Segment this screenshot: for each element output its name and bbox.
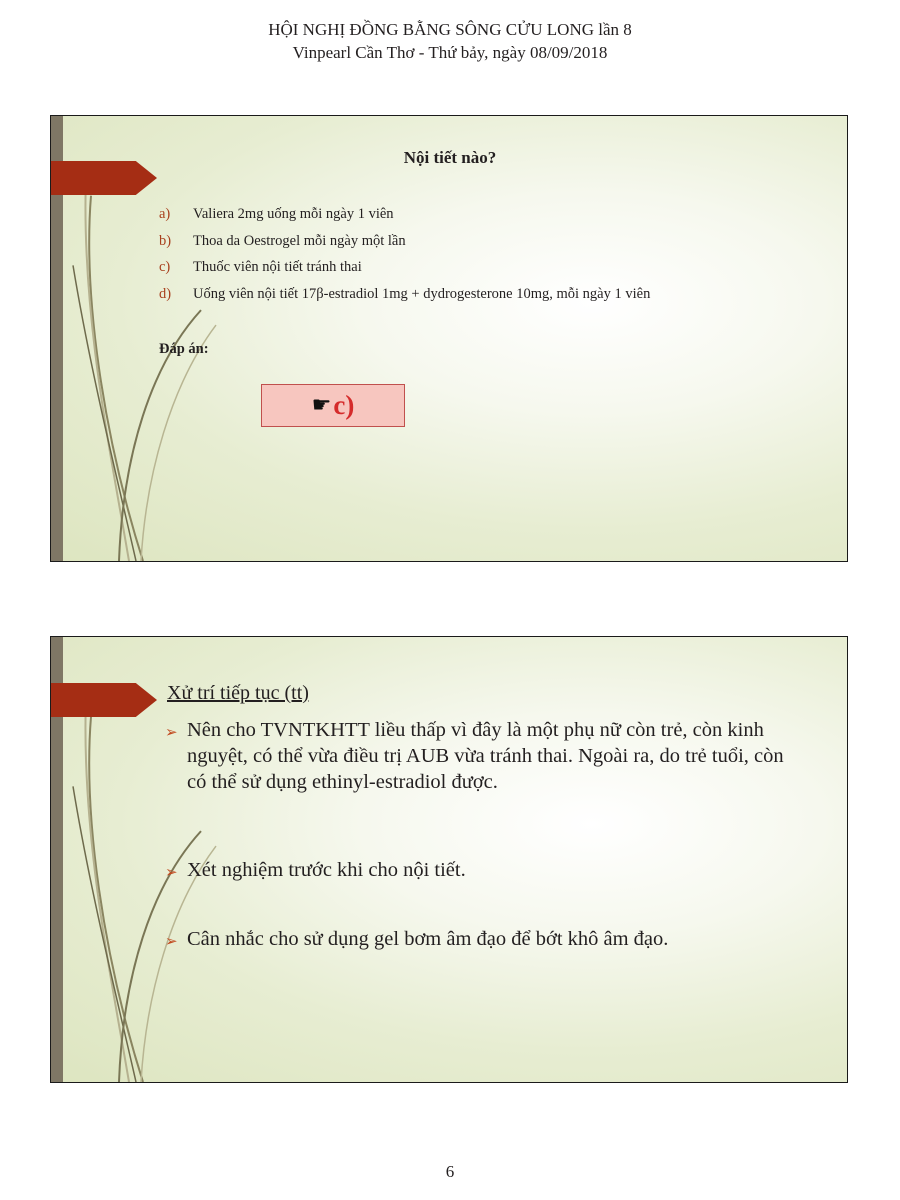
arrow-bullet-icon: ➢ (165, 723, 178, 741)
answer-label: Đáp án: (159, 341, 209, 357)
option-text: Valiera 2mg uống mỗi ngày 1 viên (193, 206, 394, 222)
bullet-item (165, 857, 785, 885)
option-letter: b) (159, 232, 172, 249)
option-text: Uống viên nội tiết 17β-estradiol 1mg + dydrogesterone 10mg, mỗi ngày 1 viên (193, 285, 651, 302)
bullet-text: Xét nghiệm trước khi cho nội tiết. (187, 859, 466, 881)
pointing-hand-icon: ☛ (311, 393, 332, 418)
bullet-item (165, 717, 785, 795)
answer-options-list (159, 206, 799, 312)
option-text: Thuốc viên nội tiết tránh thai (193, 259, 362, 275)
option-letter: d) (159, 285, 172, 302)
page-number: 6 (445, 1162, 455, 1181)
answer-box (261, 384, 405, 427)
option-item (159, 233, 799, 260)
slide-title-tag (51, 683, 157, 717)
slide-1 (50, 115, 848, 562)
option-text: Thoa da Oestrogel mỗi ngày một lần (193, 232, 406, 249)
slide-2 (50, 636, 848, 1083)
slide-title: Nội tiết nào? (403, 148, 497, 167)
bullet-item (165, 926, 785, 954)
option-item (159, 286, 799, 313)
arrow-bullet-icon: ➢ (165, 863, 178, 881)
option-item (159, 206, 799, 233)
option-item (159, 259, 799, 286)
arrow-bullet-icon: ➢ (165, 932, 178, 950)
header-line-1: HỘI NGHỊ ĐỒNG BẰNG SÔNG CỬU LONG lần 8 (268, 20, 632, 39)
option-letter: a) (159, 206, 171, 222)
option-letter: c) (159, 259, 171, 275)
header-line-2: Vinpearl Cần Thơ - Thứ bảy, ngày 08/09/2018 (292, 43, 608, 62)
slide-title: Xử trí tiếp tục (tt) (167, 682, 309, 704)
bullet-text: Cân nhắc cho sử dụng gel bơm âm đạo để bớt khô âm đạo. (187, 928, 669, 950)
page-header (0, 18, 900, 64)
answer-value: c) (333, 390, 355, 420)
bullet-text: Nên cho TVNTKHTT liều thấp vì đây là một phụ nữ còn trẻ, còn kinh nguyệt, có thể vừa điều trị AUB vừa tránh thai. Ngoài ra, do trẻ tuổi, còn có thể sử dụng ethinyl-estradiol được. (187, 719, 784, 793)
